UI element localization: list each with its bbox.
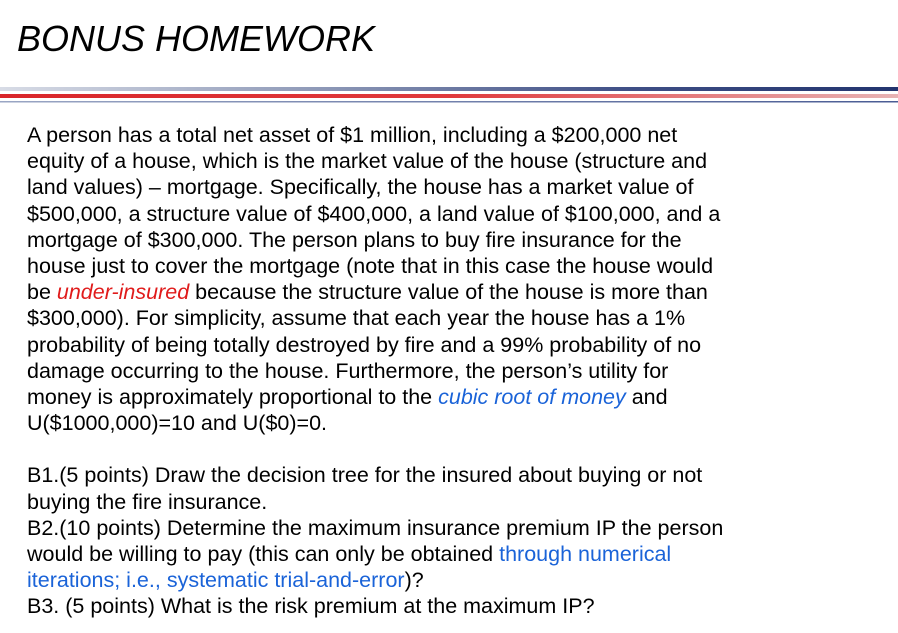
paragraph-gap: [27, 436, 887, 462]
under-insured-emphasis: under-insured: [56, 280, 190, 305]
page-title: BONUS HOMEWORK: [17, 18, 376, 59]
text-line: mortgage of $300,000. The person plans to buy fire insurance for the: [27, 227, 682, 252]
divider-thin-band: [0, 101, 898, 103]
text-line: $500,000, a structure value of $400,000, a land value of $100,000, and a: [27, 201, 721, 226]
text-line: and: [625, 385, 668, 410]
question-b2: B2.(10 points) Determine the maximum insurance premium IP the person: [27, 515, 724, 540]
text-line: U($1000,000)=10 and U($0)=0.: [27, 411, 328, 436]
question-b2-end: )?: [404, 568, 424, 593]
text-line: because the structure value of the house is more than: [189, 280, 708, 305]
question-list: [27, 462, 887, 619]
text-line: $300,000). For simplicity, assume that each year the house has a 1%: [27, 306, 686, 331]
question-b2-cont: would be willing to pay (this can only be obtained: [27, 542, 500, 567]
numerical-iterations-highlight: through numerical: [499, 542, 672, 567]
question-b3: B3. (5 points) What is the risk premium at the maximum IP?: [27, 594, 595, 619]
trial-and-error-highlight: iterations; i.e., systematic trial-and-error: [27, 568, 405, 593]
assignment-body: [27, 122, 887, 620]
text-line: land values) – mortgage. Specifically, the house has a market value of: [27, 175, 694, 200]
text-line: equity of a house, which is the market value of the house (structure and: [27, 149, 708, 174]
problem-statement: [27, 122, 887, 436]
text-line: probability of being totally destroyed by fire and a 99% probability of no: [27, 332, 702, 357]
text-line: house just to cover the mortgage (note that in this case the house would: [27, 254, 714, 279]
text-line: A person has a total net asset of $1 million, including a $200,000 net: [27, 123, 678, 147]
text-line: be: [27, 280, 57, 305]
divider-red-band: [0, 94, 898, 98]
question-b1-cont: buying the fire insurance.: [27, 489, 268, 514]
title-divider: [0, 86, 898, 106]
text-line: money is approximately proportional to the: [27, 385, 439, 410]
question-b1: B1.(5 points) Draw the decision tree for the insured about buying or not: [27, 463, 703, 488]
divider-blue-band: [0, 87, 898, 91]
cubic-root-emphasis: cubic root of money: [438, 385, 626, 410]
text-line: damage occurring to the house. Furthermore, the person’s utility for: [27, 358, 669, 383]
